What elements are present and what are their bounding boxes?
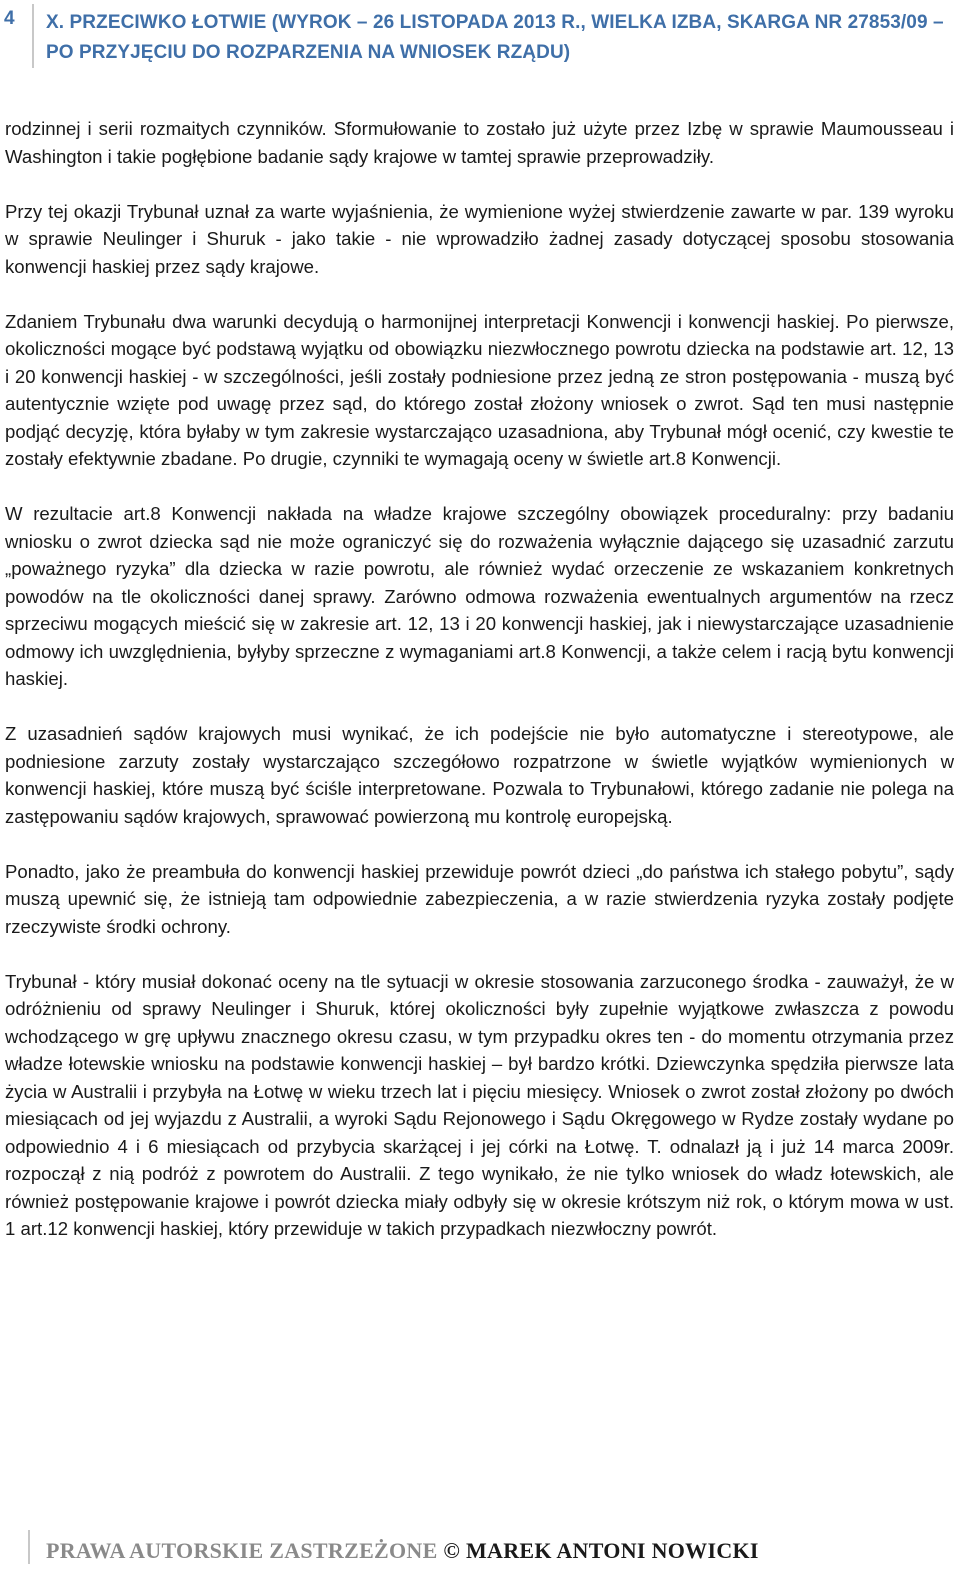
- page-footer: [46, 1538, 759, 1564]
- paragraph: rodzinnej i serii rozmaitych czynników. Sformułowanie to zostało już użyte przez Izbę w sprawie Maumousseau i Washington i takie pogłębione badanie sądy krajowe w tamtej sprawie przeprowadziły.: [5, 118, 954, 167]
- page-number: 4: [4, 8, 15, 29]
- paragraph: Z uzasadnień sądów krajowych musi wynikać, że ich podejście nie było automatyczne i stereotypowe, ale podniesione zarzuty zostały wystarczająco szczegółowo rozpatrzone w świetle wyjątków wymienionych w konwencji haskiej, które muszą być ściśle interpretowane. Pozwala to Trybunałowi, którego zadanie nie polega na zastępowaniu sądów krajowych, sprawować powierzoną mu kontrolę europejską.: [5, 723, 954, 827]
- paragraph: Przy tej okazji Trybunał uznał za warte wyjaśnienia, że wymienione wyżej stwierdzenie zawarte w par. 139 wyroku w sprawie Neulinger i Shuruk - jako takie - nie wprowadziło żadnej zasady dotyczącej sposobu stosowania konwencji haskiej przez sądy krajowe.: [5, 200, 954, 277]
- paragraph: Ponadto, jako że preambuła do konwencji haskiej przewiduje powrót dzieci „do państwa ich stałego pobytu”, sądy muszą upewnić się, że istnieją tam odpowiednie zabezpieczenia, a w razie stwierdzenia ryzyka zostały podjęte rzeczywiste środki ochrony.: [5, 860, 954, 937]
- author-name: © MAREK ANTONI NOWICKI: [443, 1538, 759, 1563]
- paragraph: Trybunał - który musiał dokonać oceny na tle sytuacji w okresie stosowania zarzuconego środka - zauważył, że w odróżnieniu od sprawy Neulinger i Shuruk, której okoliczności były zupełnie wyjątkowe zwłaszcza z powodu wchodzącego w grę upływu znacznego okresu czasu, w tym przypadku okres ten - do momentu otrzymania przez władze łotewskie wniosku na podstawie konwencji haskiej – był bardzo krótki. Dziewczynka spędziła pierwsze lata życia w Australii i przybyła na Łotwę w wieku trzech lat i pięciu miesięcy. Wniosek o zwrot został złożony po dwóch miesiącach od jej wyjazdu z Australii, a wyroki Sądu Rejonowego i Sądu Okręgowego w Rydze zostały wydane po odpowiednio 4 i 6 miesiącach od przybycia skarżącej i jej córki na Łotwę. T. odnalazł ją i już 14 marca 2009r. rozpoczął z nią podróż z powrotem do Australii. Z tego wynikało, że nie tylko wniosek do władz łotewskich, ale również postępowanie krajowe i powrót dziecka miały odbyły się w okresie krótszym niż rok, o którym mowa w ust. 1 art.12 konwencji haskiej, który przewiduje w takich przypadkach niezwłoczny powrót.: [5, 970, 954, 1239]
- paragraph: Zdaniem Trybunału dwa warunki decydują o harmonijnej interpretacji Konwencji i konwencji haskiej. Po pierwsze, okoliczności mogące być podstawą wyjątku od obowiązku niezwłocznego powrotu dziecka na podstawie art. 12, 13 i 20 konwencji haskiej - w szczególności, jeśli zostały podniesione przez jedną ze stron postępowania - muszą być autentycznie wzięte pod uwagę przez sąd, do którego został złożony wniosek o zwrot. Sąd ten musi następnie podjąć decyzję, która byłaby w tym zakresie wystarczająco uzasadniona, aby Trybunał mógł ocenić, czy kwestie te zostały efektywnie zbadane. Po drugie, czynniki te wymagają oceny w świetle art.8 Konwencji.: [5, 310, 954, 469]
- header-divider: [32, 4, 34, 68]
- page-header: [0, 0, 960, 72]
- paragraph: W rezultacie art.8 Konwencji nakłada na władze krajowe szczególny obowiązek proceduralny: przy badaniu wniosku o zwrot dziecka sąd nie może ograniczyć się do rozważenia wyłącznie dającego się uzasadnić zarzutu „poważnego ryzyka” dla dziecka w razie powrotu, ale również wydać orzeczenie ze wskazaniem konkretnych powodów na tle okoliczności danej sprawy. Zarówno odmowa rozważenia ewentualnych argumentów na rzecz sprzeciwu mogących mieścić się w zakresie art. 12, 13 i 20 konwencji haskiej, jak i niewystarczające uzasadnienie odmowy ich uwzględnienia, byłyby sprzeczne z wymaganiami art.8 Konwencji, a także celem i racją bytu konwencji haskiej.: [5, 503, 954, 689]
- copyright-notice: PRAWA AUTORSKIE ZASTRZEŻONE: [46, 1538, 438, 1563]
- running-header-title: X. PRZECIWKO ŁOTWIE (WYROK – 26 LISTOPADA 2013 R., WIELKA IZBA, SKARGA NR 27853/09 – PO PRZYJĘCIU DO ROZPARZENIA NA WNIOSEK RZĄDU): [46, 12, 944, 63]
- footer-divider: [28, 1530, 30, 1564]
- document-body: [5, 115, 954, 1270]
